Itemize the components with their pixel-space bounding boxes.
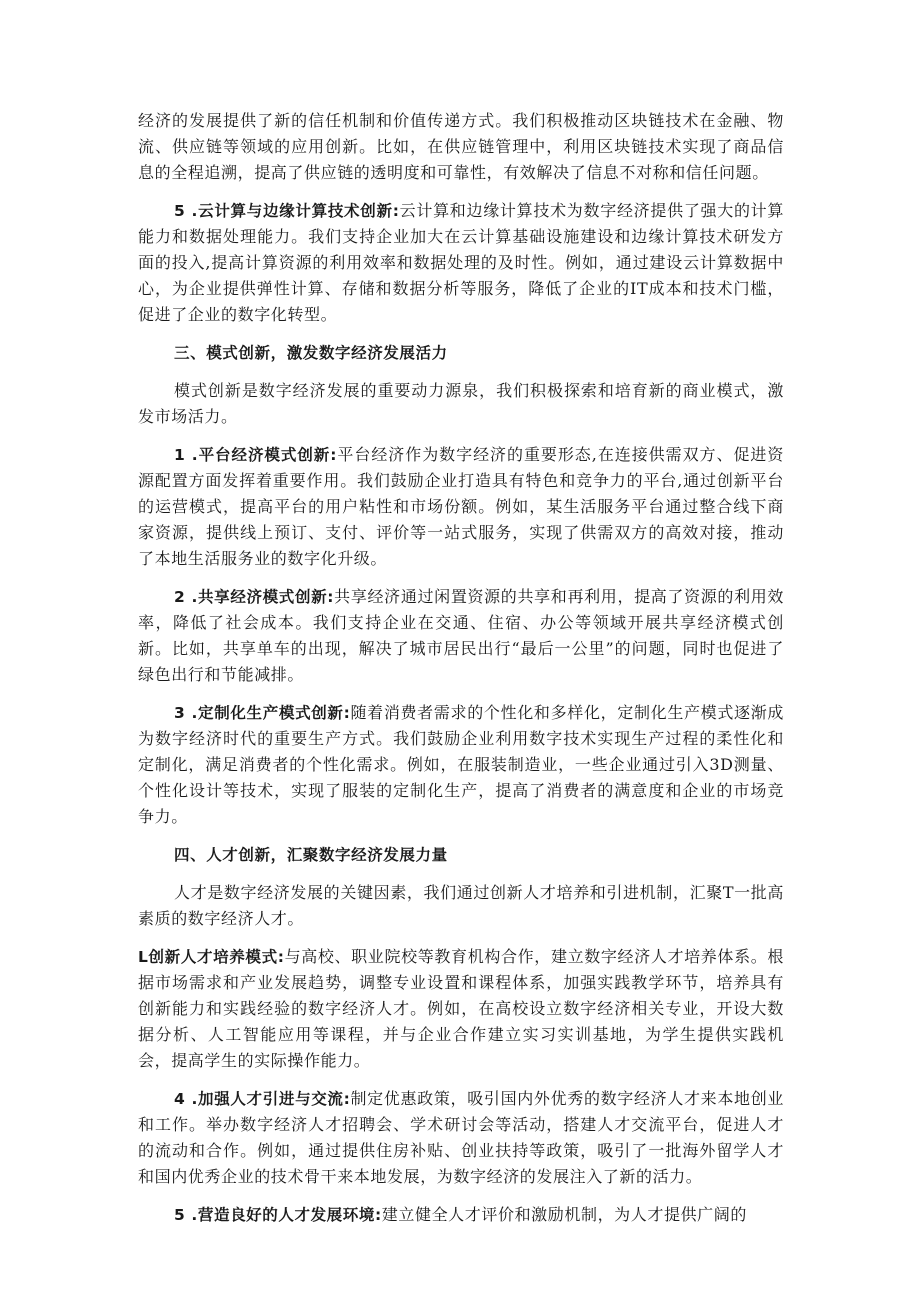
paragraph-customized-production: [138, 700, 784, 830]
paragraph-lead: 5 .营造良好的人才发展环境:: [174, 1206, 382, 1224]
section-heading-model-innovation: 三、模式创新，激发数字经济发展活力: [174, 344, 448, 362]
paragraph-talent-environment: [138, 1202, 784, 1228]
paragraph-talent-training: [138, 944, 784, 1074]
paragraph-lead: 2 .共享经济模式创新:: [174, 588, 335, 606]
paragraph-text: 经济的发展提供了新的信任机制和价值传递方式。我们积极推动区块链技术在金融、物流、供应链等领域的应用创新。比如，在供应链管理中，利用区块链技术实现了商品信息的全程追溯，提高了供应链的透明度和可靠性，有效解决了信息不对称和信任问题。: [138, 111, 784, 182]
paragraph-text: 平台经济作为数字经济的重要形态,在连接供需双方、促进资源配置方面发挥着重要作用。我们鼓励企业打造具有特色和竞争力的平台,通过创新平台的运营模式，提高平台的用户粘性和市场份额。例如，某生活服务平台通过整合线下商家资源，提供线上预订、支付、评价等一站式服务，实现了供需双方的高效对接，推动了本地生活服务业的数字化升级。: [138, 445, 784, 568]
paragraph-lead: 4 .加强人才引进与交流:: [174, 1090, 351, 1108]
paragraph-lead: L创新人才培养模式:: [138, 948, 285, 966]
paragraph-text: 模式创新是数字经济发展的重要动力源泉，我们积极探索和培育新的商业模式，激发市场活力。: [138, 381, 784, 426]
paragraph-lead: 1 .平台经济模式创新:: [174, 446, 338, 464]
section-heading-talent-innovation: 四、人才创新，汇聚数字经济发展力量: [174, 846, 448, 864]
paragraph-lead: 3 .定制化生产模式创新:: [174, 704, 351, 722]
paragraph-text: 与高校、职业院校等教育机构合作，建立数字经济人才培养体系。根据市场需求和产业发展趋势，调整专业设置和课程体系，加强实践教学环节，培养具有创新能力和实践经验的数字经济人才。例如，在高校设立数字经济相关专业，开设大数据分析、人工智能应用等课程，并与企业合作建立实习实训基地，为学生提供实践机会，提高学生的实际操作能力。: [138, 947, 784, 1070]
paragraph-lead: 5 .云计算与边缘计算技术创新:: [174, 202, 400, 220]
paragraph-talent-attraction: [138, 1086, 784, 1190]
paragraph-sharing-economy: [138, 584, 784, 688]
paragraph-text: 建立健全人才评价和激励机制，为人才提供广阔的: [381, 1205, 747, 1224]
paragraph-platform-economy: [138, 442, 784, 572]
paragraph-text: 随着消费者需求的个性化和多样化，定制化生产模式逐渐成为数字经济时代的重要生产方式。我们鼓励企业利用数字技术实现生产过程的柔性化和定制化，满足消费者的个性化需求。例如，在服装制造业，一些企业通过引入3D测量、个性化设计等技术，实现了服装的定制化生产，提高了消费者的满意度和企业的市场竞争力。: [138, 703, 784, 826]
paragraph-text: 云计算和边缘计算技术为数字经济提供了强大的计算能力和数据处理能力。我们支持企业加大在云计算基础设施建设和边缘计算技术研发方面的投入,提高计算资源的利用效率和数据处理的及时性。例如，通过建设云计算数据中心，为企业提供弹性计算、存储和数据分析等服务，降低了企业的IT成本和技术门槛，促进了企业的数字化转型。: [138, 201, 784, 324]
paragraph-talent-intro: [138, 880, 784, 932]
paragraph-cloud-edge-computing: [138, 198, 784, 328]
paragraph-text: 共享经济通过闲置资源的共享和再利用，提高了资源的利用效率，降低了社会成本。我们支持企业在交通、住宿、办公等领域开展共享经济模式创新。比如，共享单车的出现，解决了城市居民出行“最后一公里”的问题，同时也促进了绿色出行和节能减排。: [138, 587, 785, 684]
paragraph-text: 人才是数字经济发展的关键因素，我们通过创新人才培养和引进机制，汇聚T一批高素质的数字经济人才。: [138, 883, 784, 928]
paragraph-text: 制定优惠政策，吸引国内外优秀的数字经济人才来本地创业和工作。举办数字经济人才招聘会、学术研讨会等活动，搭建人才交流平台，促进人才的流动和合作。例如，通过提供住房补贴、创业扶持等政策，吸引了一批海外留学人才和国内优秀企业的技术骨干来本地发展，为数字经济的发展注入了新的活力。: [138, 1089, 784, 1186]
paragraph-model-innovation-intro: [138, 378, 784, 430]
paragraph-blockchain-continued: [138, 108, 784, 186]
